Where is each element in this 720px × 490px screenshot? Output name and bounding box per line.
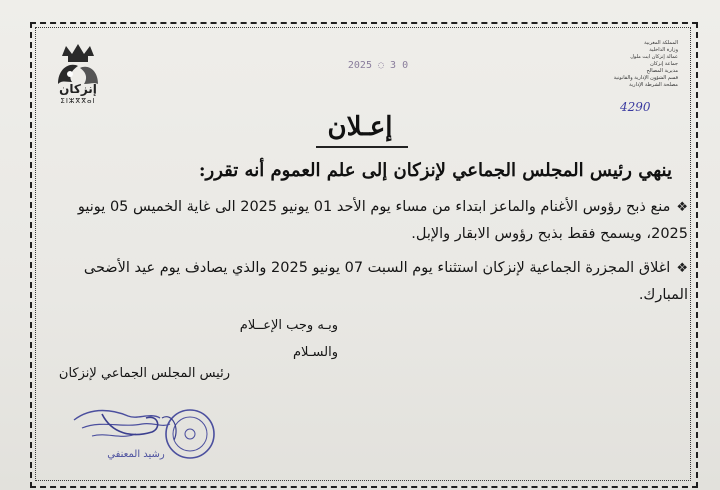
diamond-bullet-icon: ❖ [676, 200, 688, 215]
header-line: عمالة إنزكان آيت ملول [630, 54, 678, 60]
header-line: قسم الشؤون الإدارية والقانونية [613, 75, 678, 81]
logo-name-arabic: إنزكان [59, 82, 97, 96]
list-item-text: اغلاق المجزرة الجماعية لإنزكان استثناء يوم السبت 07 يونيو 2025 والذي يصادف يوم عيد الأضحى المبارك. [83, 260, 688, 303]
title-underline [316, 146, 408, 148]
intro-paragraph: ينهي رئيس المجلس الجماعي لإنزكان إلى علم العموم أنه تقرر: [198, 160, 672, 181]
logo-name-tifinagh: ⵉⵏⵣⴳⴳⴰⵏ [60, 97, 96, 105]
list-item-text: منع ذبح رؤوس الأغنام والماعز ابتداء من مساء يوم الأحد 01 يونيو 2025 الى غاية الخميس 05 يونيو 2025، ويسمح فقط بذبح رؤوس الابقار والإبل. [77, 199, 688, 242]
date-stamp: 2025 ◌ 3 0 [347, 60, 409, 71]
header-line: جماعة إنزكان [650, 61, 678, 67]
closing-line: والسـلام [292, 345, 338, 360]
list-item [33, 255, 688, 308]
closing-line: وبـه وجب الإعــلام [239, 318, 338, 333]
list-item [33, 194, 688, 247]
diamond-bullet-icon: ❖ [676, 261, 688, 276]
page-title: إعـلان [327, 112, 393, 142]
header-line: مصلحة الشرطة الإدارية [629, 82, 678, 88]
header-line: وزارة الداخلية [649, 47, 678, 53]
administrative-header [578, 40, 678, 89]
closing-formula [240, 312, 338, 366]
header-line: المملكة المغربية [644, 40, 678, 46]
signer-title: رئيس المجلس الجماعي لإنزكان [58, 366, 230, 381]
signer-name: رشيد المعنفي [107, 449, 165, 460]
header-line: مديرية المصالح [646, 68, 678, 74]
registration-number: 4290 [620, 100, 651, 114]
